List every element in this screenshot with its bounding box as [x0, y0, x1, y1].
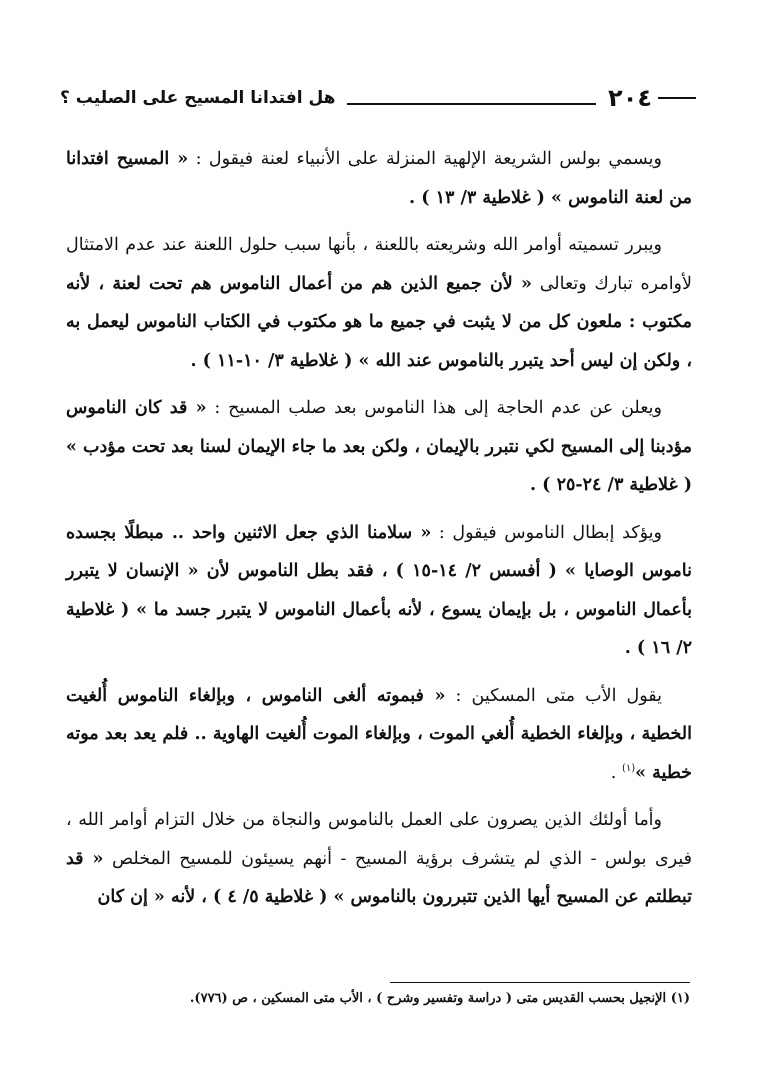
paragraph-1 [66, 140, 692, 217]
quoted-text: « قد كان الناموس مؤدبنا إلى المسيح لكي نتبرر بالإيمان ، ولكن بعد ما جاء الإيمان لسنا بعد تحت مؤدب » ( غلاطية ٣/ ٢٤-٢٥ ) . [66, 398, 692, 495]
quoted-text: « فبموته ألغى الناموس ، وبإلغاء الناموس أُلغيت الخطية ، وبإلغاء الخطية أُلغي الموت ، وبإلغاء الموت أُلغيت الهاوية .. فلم يعد بعد موته خطية » [66, 685, 692, 783]
paragraph-text: ويؤكد إبطال الناموس فيقول : [431, 522, 663, 543]
page-header [60, 78, 702, 118]
footnote-reference[interactable]: (١) [621, 762, 636, 774]
paragraph-5 [66, 677, 692, 793]
page-number [608, 84, 702, 112]
paragraph-6 [66, 801, 692, 917]
page-number-text: ٢٠٤ [608, 84, 652, 112]
paragraph-4 [66, 514, 692, 668]
paragraph-text: ويعلن عن عدم الحاجة إلى هذا الناموس بعد صلب المسيح : [206, 398, 662, 418]
paragraph-3 [66, 389, 692, 505]
quoted-text: « قد تبطلتم عن المسيح أيها الذين تتبررون بالناموس » ( غلاطية ٥/ ٤ ) ، لأنه « إن كان [66, 848, 692, 907]
quoted-text: « لأن جميع الذين هم من أعمال الناموس هم تحت لعنة ، لأنه مكتوب : ملعون كل من لا يثبت في جميع ما هو مكتوب في الكتاب الناموس ليعمل به ، ولكن إن ليس أحد يتبرر بالناموس عند الله » ( غلاطية ٣/ ١٠-١١ ) . [66, 273, 692, 371]
quoted-text: « المسيح افتدانا من لعنة الناموس » ( غلاطية ٣/ ١٣ ) . [66, 149, 692, 208]
page-body [66, 140, 692, 926]
paragraph-text: ويبرر تسميته أوامر الله وشريعته باللعنة ، بأنها سبب حلول اللعنة عند عدم الامتثال لأوامره تبارك وتعالى [66, 235, 692, 294]
page-number-dash [658, 97, 696, 99]
footnote-rule [390, 982, 690, 983]
paragraph-text: ويسمي بولس الشريعة الإلهية المنزلة على الأنبياء لعنة فيقول : [188, 149, 662, 169]
running-title: هل افتدانا المسيح على الصليب ؟ [60, 88, 336, 108]
paragraph-text: وأما أولئك الذين يصرون على العمل بالناموس والنجاة من خلال التزام أوامر الله ، فيرى بولس - الذي لم يتشرف برؤية المسيح - أنهم يسيئون للمسيح المخلص [66, 810, 692, 869]
paragraph-tail: . [610, 762, 622, 783]
quoted-text: « سلامنا الذي جعل الاثنين واحد .. مبطلًا بجسده ناموس الوصايا » ( أفسس ٢/ ١٤-١٥ ) ، فقد بطل الناموس لأن « الإنسان لا يتبرر بأعمال الناموس ، بل بإيمان يسوع ، لأنه بأعمال الناموس لا يتبرر جسد ما » ( غلاطية ٢/ ١٦ ) . [66, 522, 692, 658]
paragraph-text: يقول الأب متى المسكين : [445, 685, 662, 706]
footnote: (١) الإنجيل بحسب القديس متى ( دراسة وتفسير وشرح ) ، الأب متى المسكين ، ص (٧٧٦). [189, 991, 690, 1006]
paragraph-2 [66, 226, 692, 380]
header-rule [347, 103, 596, 105]
